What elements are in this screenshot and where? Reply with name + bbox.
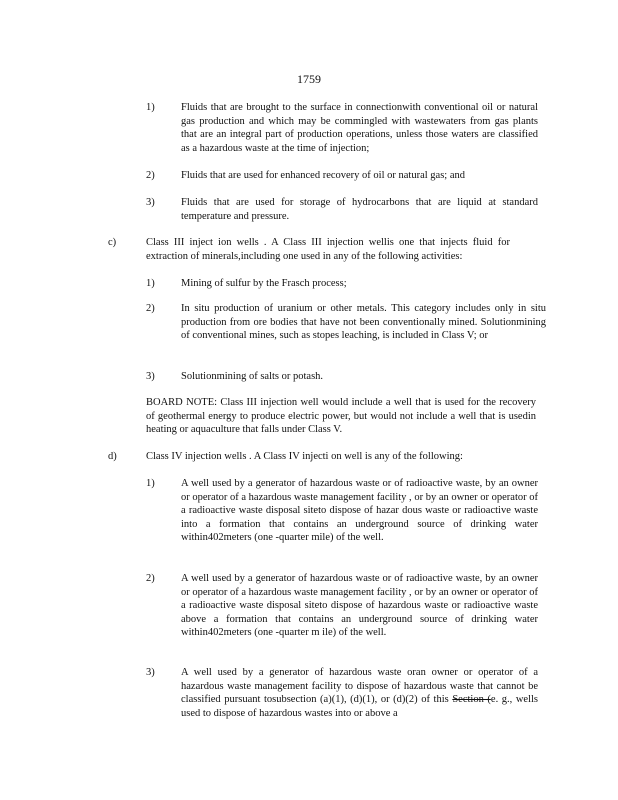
list-item-text: Fluids that are used for enhanced recovery of oil or natural gas; and [181,170,465,181]
section-text: Class III inject ion wells . A Class III injection wellis one that injects fluid for extraction of minerals,including one used in any of the following activities: [146,237,510,262]
list-item-text [181,666,538,720]
list-item-text: In situ production of uranium or other metals. This category includes only in situ production from ore bodies that have not been conventionally mined. Solutionmining of conventional mines, such as stopes leaching, is included in Class V; or [181,303,546,341]
list-item-text: A well used by a generator of hazardous waste or of radioactive waste, by an owner or operator of a hazardous waste management facility , or by an owner or operator of a radioactive waste disposal siteto dispose of hazardous waste or radioactive waste above a formation that contains an underground source of drinking water within402meters (one -quarter m ile) of the well. [181,573,538,638]
list-item-number: 1) [146,478,155,489]
section-label: c) [108,237,117,248]
list-item-number: 3) [146,371,155,382]
list-item-number: 2) [146,573,155,584]
list-item-text: Solutionmining of salts or potash. [181,371,324,382]
list-item-text: Fluids that are used for storage of hydrocarbons that are liquid at standard temperature and pressure. [181,197,538,222]
list-item-text-part: e. g., wells used to dispose of hazardous wastes into or above a [181,694,539,719]
list-item-text-part: A well used by a generator of hazardous waste oran owner or operator of a hazardous waste management facility to dispose of hazardous waste that cannot be classified pursuant tosubsection (a)(1), (d)(1), or (d)(2) of this [181,667,538,705]
list-item-number: 3) [146,667,155,678]
section-text: Class IV injection wells . A Class IV injecti on well is any of the following: [146,451,463,462]
list-item-number: 2) [146,170,155,181]
list-item-text: A well used by a generator of hazardous waste or of radioactive waste, by an owner or operator of a hazardous waste management facility , or by an owner or operator of a radioactive waste disposal siteto dispose of hazar dous waste or radioactive waste into a formation that contains an underground source of drinking water within402meters (one -quarter mile) of the well. [181,478,538,543]
list-item-number: 2) [146,303,155,314]
struck-text: Section ( [452,694,491,705]
list-item-number: 3) [146,197,155,208]
page-number: 1759 [297,72,321,86]
list-item-number: 1) [146,278,155,289]
section-label: d) [108,451,117,462]
board-note: BOARD NOTE: Class III injection well would include a well that is used for the recovery of geothermal energy to produce electric power, but would not include a well that is usedin heating or aquaculture that falls under Class V. [146,397,536,435]
list-item-text: Fluids that are brought to the surface in connectionwith conventional oil or natural gas production and which may be commingled with wastewaters from gas plants that are an integral part of production operations, unless those waters are classified as a hazardous waste at the time of injection; [181,102,538,154]
list-item-text: Mining of sulfur by the Frasch process; [181,278,347,289]
list-item-number: 1) [146,102,155,113]
